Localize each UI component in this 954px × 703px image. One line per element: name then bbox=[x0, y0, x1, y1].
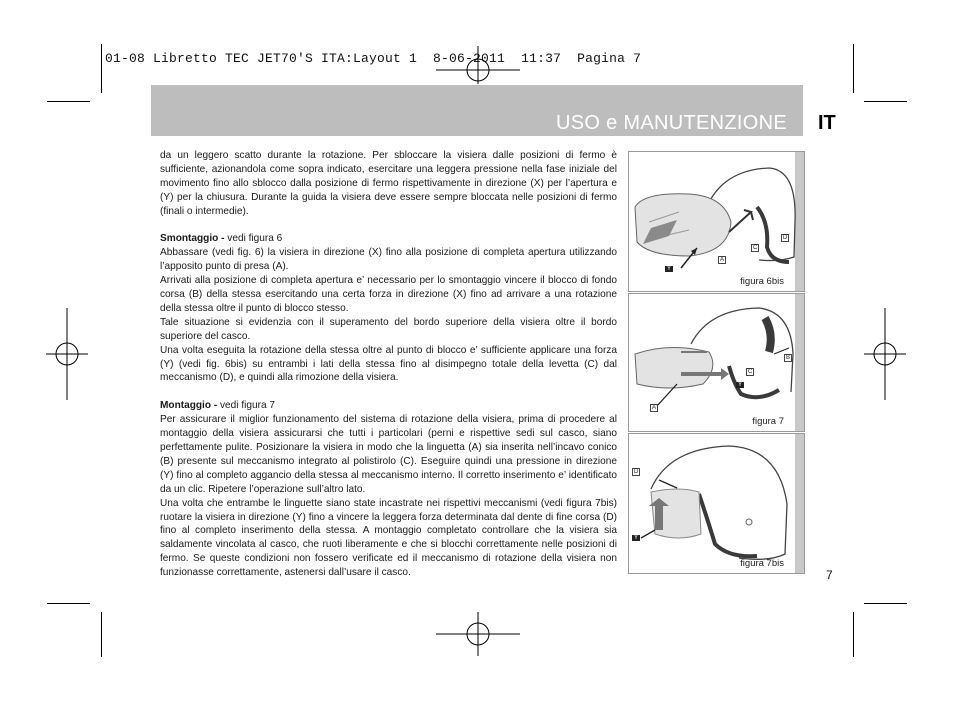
crop-mark bbox=[47, 603, 90, 604]
crop-mark bbox=[864, 101, 907, 102]
figure-7 bbox=[628, 293, 805, 432]
figure-label: A bbox=[720, 257, 725, 263]
montaggio-paragraph: Per assicurare il miglior funzionamento del sistema di rotazione della visiera, prima di procedere al montaggio della visiera assicurarsi che tutti i particolari (perni e rispettive sedi sul casco, siano perfettamente pulite. Posizionare la visiera in modo che la linguetta (A) sia inserita nell’incavo conico (B) presente sul meccanismo integrato al polistirolo (C). Eseguire quindi una pressione in direzione (Y) fino al completo aggancio della stessa al meccanismo interno. Il corretto inserimento e’ identificato da un clic. Ripetere l’operazione sull’altro lato. bbox=[160, 414, 617, 495]
crop-mark bbox=[47, 101, 90, 102]
montaggio-heading: Montaggio - bbox=[160, 400, 218, 412]
montaggio-ref: vedi figura 7 bbox=[217, 400, 275, 412]
figure-label: D bbox=[783, 235, 788, 241]
intro-paragraph: da un leggero scatto durante la rotazione. Per sbloccare la visiera dalle posizioni di fermo è sufficiente, azionandola come sopra indicato, esercitare una leggera pressione nella fase iniziale del movimento fino allo sblocco dalla posizione di fermo rispettivamente in direzione (X) per l’apertura e (Y) per la chiusura. Durante la guida la visiera deve essere sempre bloccata nelle posizioni di fermo (finali o intermedie). bbox=[160, 150, 617, 217]
figure-label: Y bbox=[667, 266, 672, 272]
figure-label: Y bbox=[634, 535, 639, 541]
crop-mark bbox=[101, 612, 102, 657]
figure-label: C bbox=[753, 245, 758, 251]
crop-mark bbox=[101, 44, 102, 93]
figure-caption: figura 7 bbox=[752, 416, 784, 427]
smontaggio-ref: vedi figura 6 bbox=[224, 233, 283, 245]
figure-label: Y bbox=[738, 382, 743, 388]
figure-6bis bbox=[628, 151, 805, 292]
registration-mark-top bbox=[436, 44, 520, 84]
crop-mark bbox=[864, 603, 907, 604]
smontaggio-paragraph: Tale situazione si evidenzia con il superamento del bordo superiore della visiera oltre il bordo superiore del casco. bbox=[160, 316, 617, 342]
registration-mark-right bbox=[864, 308, 906, 400]
smontaggio-paragraph: Una volta eseguita la rotazione della stessa oltre al punto di blocco e’ sufficiente applicare una forza (Y) (vedi fig. 6bis) su entrambi i lati della stessa fino al disimpegno totale della levetta (C) dal meccanismo (D), e quindi alla rimozione della visiera. bbox=[160, 344, 617, 384]
crop-mark bbox=[853, 612, 854, 657]
montaggio-paragraph: Una volta che entrambe le linguette siano state incastrate nei rispettivi meccanismi (vedi figura 7bis) ruotare la visiera in direzione (Y) fino a vincere la leggera forza determinata dal dente di fine corsa (D) fino al completo inserimento della stessa. A montaggio completato controllare che la visiera sia saldamente vincolata al casco, che ruoti liberamente e che si blocchi correttamente nelle posizioni di fermo. Se queste condizioni non fossero verificate ed il meccanismo di rotazione della visiera non funzionasse correttamente, astenersi dall’usare il casco. bbox=[160, 497, 617, 579]
smontaggio-title bbox=[160, 232, 617, 246]
figure-caption: figura 7bis bbox=[740, 558, 784, 569]
figure-caption: figura 6bis bbox=[740, 276, 784, 287]
section-header-band bbox=[151, 85, 803, 136]
figure-label: D bbox=[634, 469, 639, 475]
figure-7bis bbox=[628, 433, 805, 574]
section-title: USO e MANUTENZIONE bbox=[556, 112, 787, 134]
figure-label: C bbox=[748, 369, 753, 375]
montaggio-title bbox=[160, 399, 617, 413]
crop-mark bbox=[853, 44, 854, 93]
print-slug-line: 01-08 Libretto TEC JET70'S ITA:Layout 1 8-06-2011 11:37 Pagina 7 bbox=[105, 51, 642, 66]
language-code: IT bbox=[818, 112, 836, 134]
smontaggio-heading: Smontaggio - bbox=[160, 233, 225, 245]
helmet-illustration bbox=[629, 434, 804, 573]
figure-label: A bbox=[652, 405, 657, 411]
figure-label: B bbox=[786, 355, 791, 361]
smontaggio-paragraph: Arrivati alla posizione di completa apertura e’ necessario per lo smontaggio vincere il blocco di fondo corsa (B) della stessa esercitando una certa forza in direzione (X) fino ad arrivare a una rotazione della stessa oltre il punto di blocco stesso. bbox=[160, 275, 617, 314]
helmet-illustration bbox=[629, 152, 804, 291]
body-text bbox=[160, 149, 617, 580]
registration-mark-bottom bbox=[436, 612, 520, 658]
smontaggio-paragraph: Abbassare (vedi fig. 6) la visiera in direzione (X) fino alla posizione di completa apertura utilizzando l’apposito punto di presa (A). bbox=[160, 247, 617, 273]
page-number: 7 bbox=[826, 568, 833, 582]
registration-mark-left bbox=[46, 308, 88, 400]
